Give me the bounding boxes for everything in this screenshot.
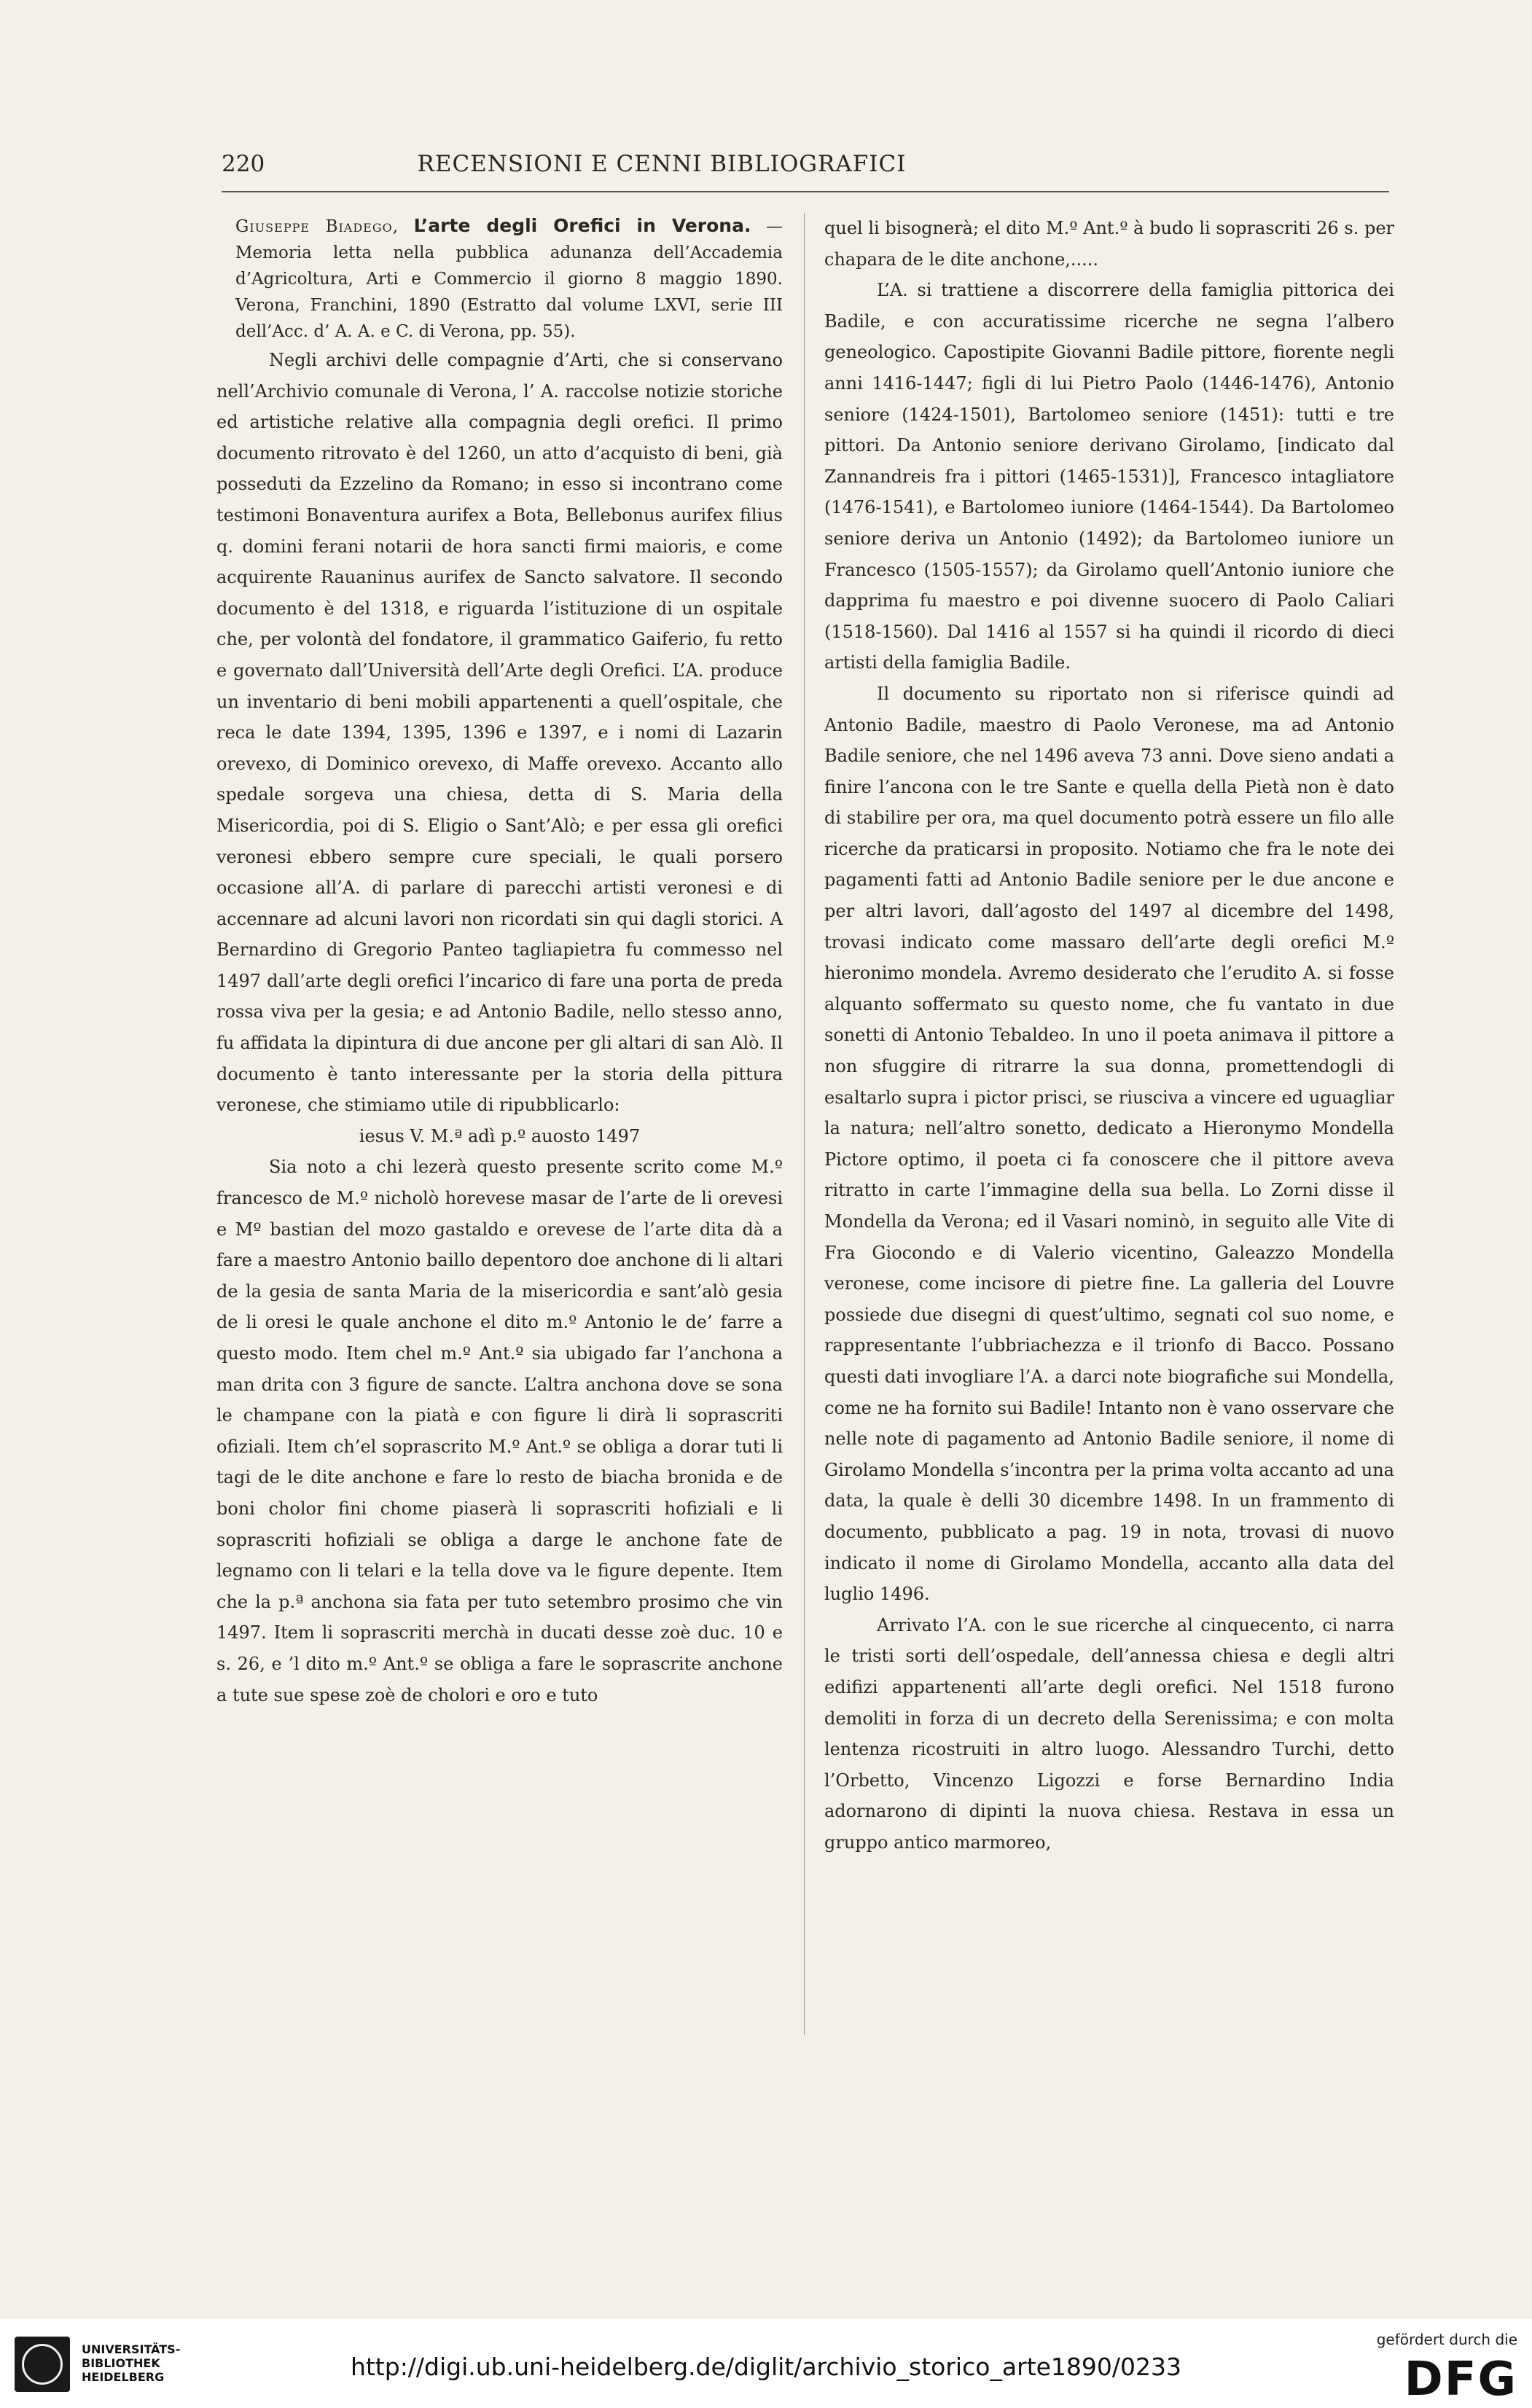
paragraph: Arrivato l’A. con le sue ricerche al cinquecento, ci narra le tristi sorti dell’ospedale, dell’annessa chiesa e degli altri edifizi appartenenti all’arte degli orefici. Nel 1518 furono demoliti in forza di un decreto della Serenissima; e con molta lentenza ricostruiti in altro luogo. Alessandro Turchi, detto l’Orbetto, Vincenzo Ligozzi e forse Bernardino India adornarono di dipinti la nuova chiesa. Restava in essa un gruppo antico marmoreo, <box>824 1614 1394 1853</box>
dfg-logo: DFG <box>1404 2353 1517 2407</box>
bibliographic-entry <box>216 213 783 345</box>
funded-by-label: gefördert durch die <box>1376 2331 1517 2348</box>
entry-title: L’arte degli Orefici in Verona. <box>413 215 751 236</box>
entry-author: Giuseppe Biadego, <box>235 217 399 236</box>
running-head: RECENSIONI E CENNI BIBLIOGRAFICI <box>417 151 907 177</box>
document-heading: iesus V. M.ª adì p.º auosto 1497 <box>359 1125 641 1146</box>
paragraph: Negli archivi delle compagnie d’Arti, che si conservano nell’Archivio comunale di Verona, l’ A. raccolse notizie storiche ed artistiche relative alla compagnia degli orefici. Il primo documento ritrovato è del 1260, un atto d’acquisto di beni, già posseduti da Ezzelino da Romano; in esso si incontrano come testimoni Bonaventura aurifex a Bota, Bellebonus aurifex filius q. domini ferani notarii de hora sancti firmi maioris, e come acquirente Rauaninus aurifex de Sancto salvatore. Il secondo documento è del 1318, e riguarda l’istituzione di un ospitale che, per volontà del fondatore, il grammatico Gaiferio, fu retto e governato dall’Università dell’Arte degli Orefici. L’A. produce un inventario di beni mobili appartenenti a quell’ospitale, che reca le date 1394, 1395, 1396 e 1397, e i nomi di Lazarin orevexo, di Dominico orevexo, di Maffe orevexo. Accanto allo spedale sorgeva una chiesa, detta di S. Maria della Misericordia, poi di S. Eligio o Sant’Alò; e per essa gli orefici veronesi ebbero sempre cure speciali, le quali porsero occasione all’A. di parlare di parecchi artisti veronesi e di accennare ad alcuni lavori non ricordati sin qui dagli storici. A Bernardino di Gregorio Panteo tagliapietra fu commesso nel 1497 dall’arte degli orefici l’incarico di fare una porta de preda rossa viva per la gesia; e ad Antonio Badile, nello stesso anno, fu affidata la dipintura di due ancone per gli altari di san Alò. Il documento è tanto interessante per la storia della pittura veronese, che stimiamo utile di ripubblicarlo: <box>216 350 783 1116</box>
page-header <box>222 151 1102 187</box>
library-name: UNIVERSITÄTS- BIBLIOTHEK HEIDELBERG <box>82 2342 181 2384</box>
paragraph: Il documento su riportato non si riferisce quindi ad Antonio Badile, maestro di Paolo Veronese, ma ad Antonio Badile seniore, che nel 1496 aveva 73 anni. Dove sieno andati a finire l’ancona con le tre Sante e quella della Pietà non è dato di stabilire per ora, ma quel documento potrà essere un filo alle ricerche da praticarsi in proposito. Notiamo che fra le note dei pagamenti fatti ad Antonio Badile seniore per le due ancone e per altri lavori, dall’agosto del 1497 al dicembre del 1498, trovasi indicato come massaro dell’arte degli orefici M.º hieronimo mondela. Avremo desiderato che l’erudito A. si fosse alquanto soffermato su questo nome, che fu vantato in due sonetti di Antonio Tebaldeo. In uno il poeta animava il pittore a non sfuggire di ritrarre la sua donna, promettendogli di esaltarlo supra i pictor prisci, se riusciva a vincere ed uguagliar la natura; nell’altro sonetto, dedicato a Hieronymo Mondella Pictore optimo, il poeta ci fa conoscere che il pittore aveva ritratto in carte l’immagine della sua bella. Lo Zorni disse il Mondella da Verona; ed il Vasari nominò, in seguito alle Vite di Fra Giocondo e di Valerio vicentino, Galeazzo Mondella veronese, come incisore di pietre fine. La galleria del Louvre possiede due disegni di quest’ultimo, segnati col suo nome, e rappresentante l’ubbriachezza e il trionfo di Bacco. Possano questi dati invogliare l’A. a darci note biografiche sui Mondella, come ne ha fornito sui Badile! Intanto non è vano osservare che nelle note di pagamento ad Antonio Badile seniore, il nome di Girolamo Mondella s’incontra per la prima volta accanto ad una data, la quale è delli 30 dicembre 1498. In un frammento di documento, pubblicato a pag. 19 in nota, trovasi di nuovo indicato il nome di Girolamo Mondella, accanto alla data del luglio 1496. <box>824 683 1394 1605</box>
entry-details: — Memoria letta nella pubblica adunanza dell’Accademia d’Agricoltura, Arti e Commercio il giorno 8 maggio 1890. Verona, Franchini, 1890 (Estratto dal volume LXVI, serie III dell’Acc. d’ A. A. e C. di Verona, pp. 55). <box>235 217 783 341</box>
left-column <box>216 213 783 1711</box>
paragraph-continued: quel li bisognerà; el dito M.º Ant.º à budo li soprascriti 26 s. per chapara de le dite anchone,..... <box>824 218 1394 270</box>
paragraph: L’A. si trattiene a discorrere della famiglia pittorica dei Badile, e con accuratissime ricerche ne segna l’albero geneologico. Capostipite Giovanni Badile pittore, fiorente negli anni 1416-1447; figli di lui Pietro Paolo (1446-1476), Antonio seniore (1424-1501), Bartolomeo seniore (1451): tutti e tre pittori. Da Antonio seniore derivano Girolamo, [indicato dal Zannandreis fra i pittori (1465-1531)], Francesco intagliatore (1476-1541), e Bartolomeo iuniore (1464-1544). Da Bartolomeo seniore deriva un Antonio (1492); da Bartolomeo iuniore un Francesco (1505-1557); da Girolamo quell’Antonio iuniore che dapprima fu maestro e poi divenne suocero di Paolo Caliari (1518-1560). Dal 1416 al 1557 si ha quindi il ricordo di dieci artisti della famiglia Badile. <box>824 280 1394 673</box>
source-url[interactable]: http://digi.ub.uni-heidelberg.de/diglit/archivio_storico_arte1890/0233 <box>350 2353 1182 2381</box>
header-rule <box>222 191 1389 192</box>
document-transcription: Sia noto a chi lezerà questo presente scrito come M.º francesco de M.º nicholò horevese masar de l’arte de li orevesi e Mº bastian del mozo gastaldo e orevese de l’arte dita dà a fare a maestro Antonio baillo depentoro doe anchone di li altari de la gesia de santa Maria de la misericordia e sant’alò gesia de li oresi le quale anchone el dito m.º Antonio le de’ farre a questo modo. Item chel m.º Ant.º sia ubigado far l’anchona a man drita con 3 figure de sancte. L’altra anchona dove se sona le champane con la piatà e con figure li dirà li soprascriti ofiziali. Item ch’el soprascrito M.º Ant.º se obliga a dorar tuti li tagi de le dite anchone e fare lo resto de biacha bronida e de boni cholor fini chome piaserà li soprascriti hofiziali e li soprascriti hofiziali se obliga a darge le anchone fate de legnamo con li telari e la tella dove va le figure depente. Item che la p.ª anchona sia fata per tuto setembro prosimo che vin 1497. Item li soprascriti merchà in ducati desse zoè duc. 10 e s. 26, e ’l dito m.º Ant.º se obliga a fare le soprascrite anchone a tute sue spese zoè de cholori e oro e tuto <box>216 1157 783 1705</box>
right-column <box>824 213 1394 1858</box>
page-number: 220 <box>222 151 265 177</box>
column-divider <box>804 213 805 2035</box>
